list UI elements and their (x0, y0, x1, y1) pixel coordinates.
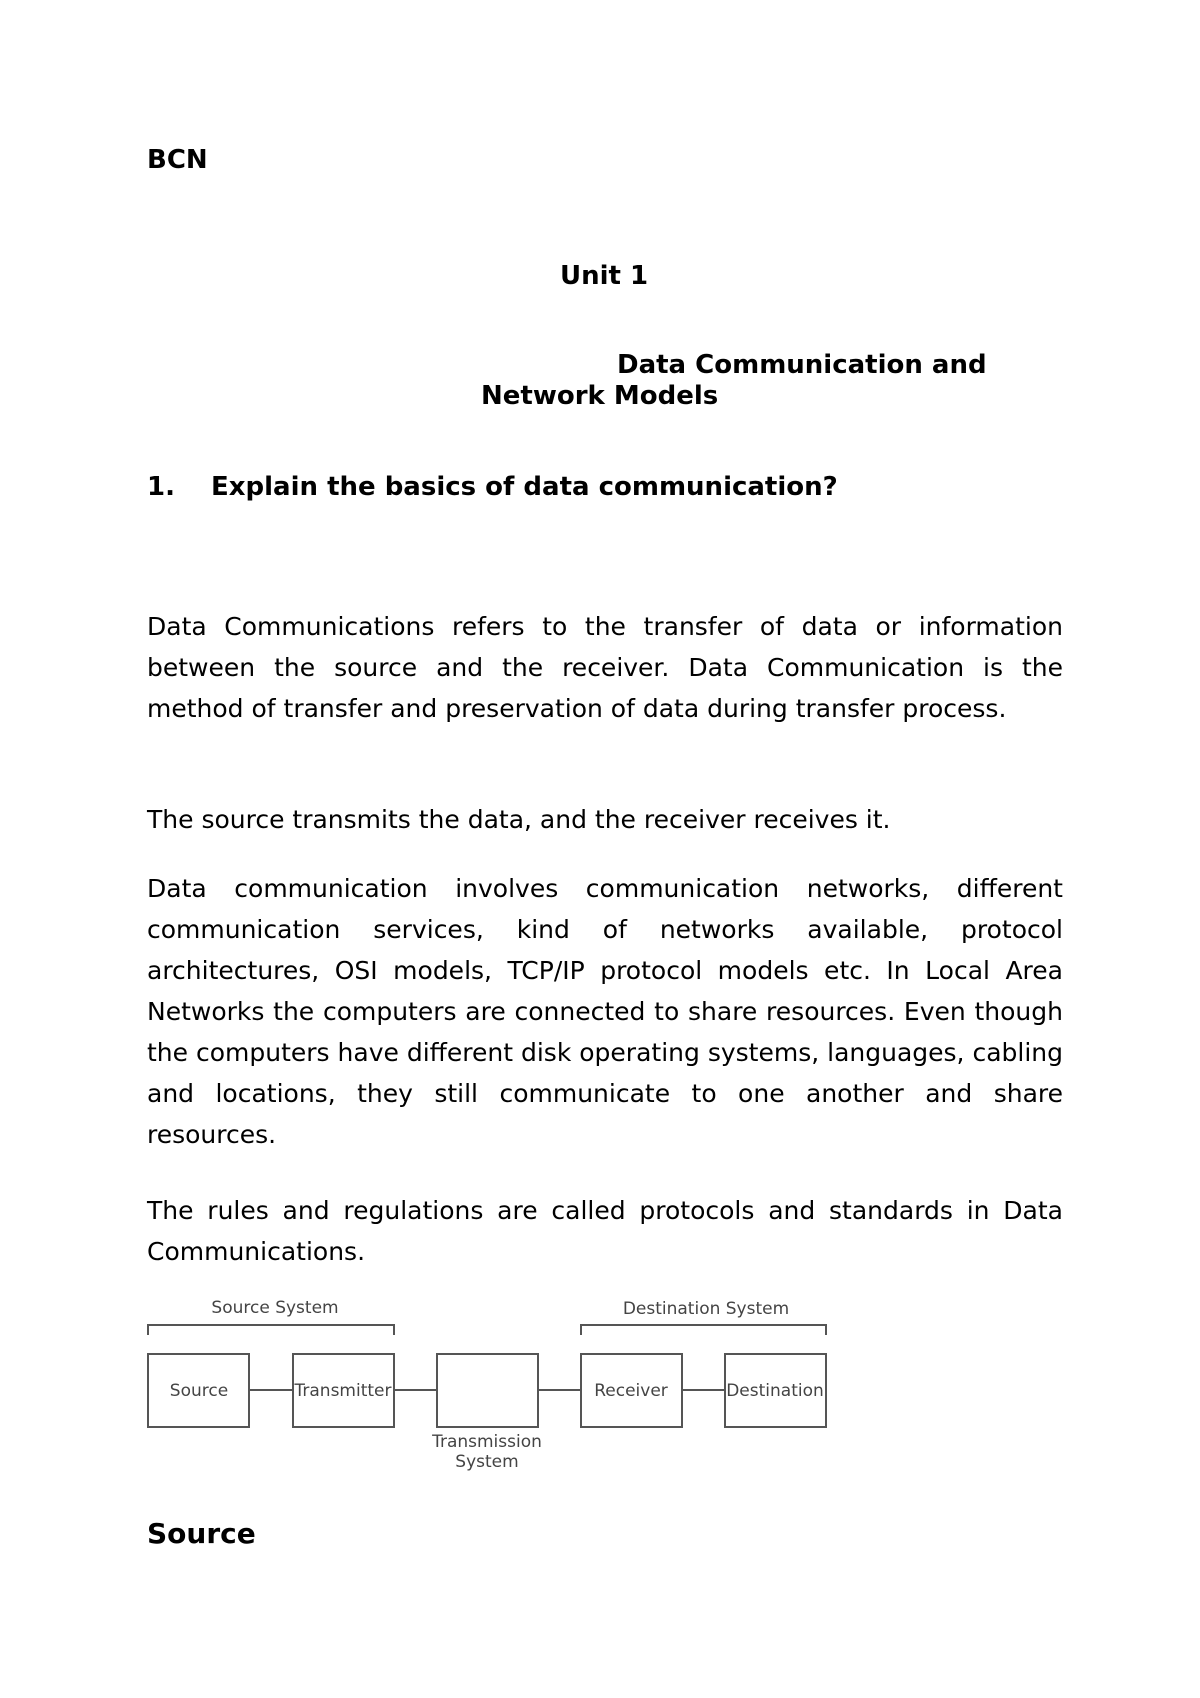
unit-title: Unit 1 (560, 261, 649, 291)
paragraph-source-receiver: The source transmits the data, and the receiver receives it. (147, 805, 891, 834)
transmission-box (437, 1354, 538, 1427)
document-title-line-2: Network Models (481, 381, 719, 411)
destination-system-label: Destination System (622, 1299, 790, 1319)
question-number: 1. (147, 472, 175, 502)
paragraph-definition: Data Communications refers to the transfer of data or information between the source and the receiver. Data Communication is the method of transfer and preservation of data during transfer process. (147, 612, 1063, 723)
question-heading (147, 472, 838, 502)
question-text: Explain the basics of data communication? (211, 472, 838, 502)
source-system-bracket (148, 1325, 394, 1335)
transmission-system-label-line-1: Transmission (432, 1432, 542, 1452)
paragraph-networks: Data communication involves communication networks, different communication services, kind of networks available, protocol architectures, OSI models, TCP/IP protocol models etc. In Local Area Networks the computers are connected to share resources. Even though the computers have different disk operating systems, languages, cabling and locations, they still communicate to one another and share resources. (147, 874, 1063, 1149)
destination-box-label: Destination (726, 1381, 824, 1401)
receiver-box-label: Receiver (594, 1381, 668, 1401)
transmitter-box-label: Transmitter (294, 1381, 392, 1401)
section-heading-source: Source (147, 1517, 256, 1550)
document-title-line-1: Data Communication and (617, 350, 987, 380)
destination-system-bracket (581, 1325, 826, 1335)
source-system-label: Source System (211, 1298, 339, 1318)
course-code: BCN (147, 145, 208, 175)
communication-model-diagram (147, 1295, 837, 1480)
paragraph-protocols: The rules and regulations are called protocols and standards in Data Communications. (147, 1196, 1063, 1266)
source-box-label: Source (169, 1381, 229, 1401)
transmission-system-label-line-2: System (455, 1452, 519, 1472)
